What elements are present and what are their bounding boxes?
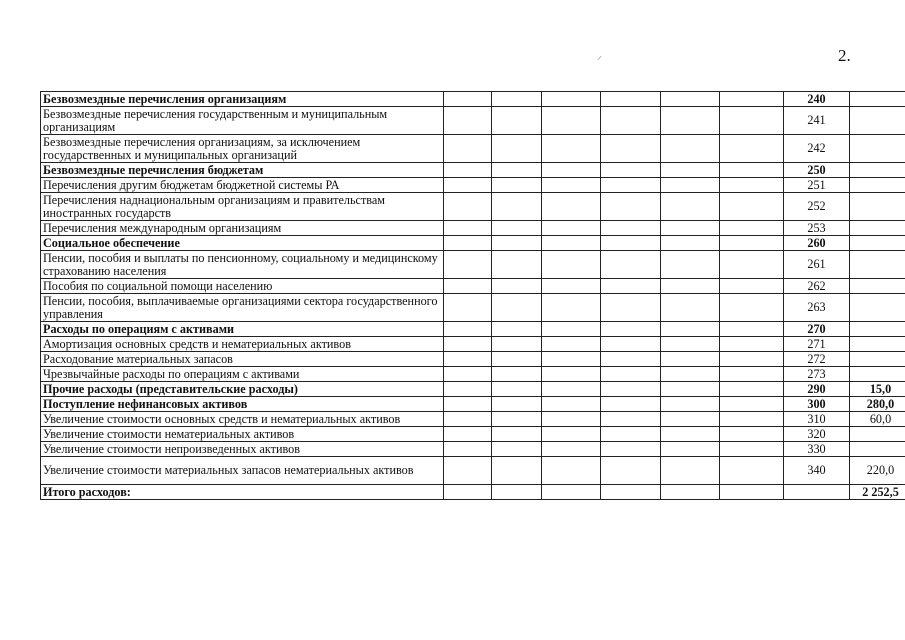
empty-cell	[720, 193, 784, 221]
empty-cell	[601, 427, 661, 442]
row-code-cell: 290	[784, 382, 850, 397]
empty-cell	[661, 337, 720, 352]
empty-cell	[542, 485, 601, 500]
table-row	[41, 279, 905, 294]
table-row	[41, 163, 905, 178]
empty-cell	[542, 279, 601, 294]
empty-cell	[444, 322, 492, 337]
empty-cell	[492, 294, 542, 322]
row-code-cell: 251	[784, 178, 850, 193]
empty-cell	[444, 163, 492, 178]
empty-cell	[601, 412, 661, 427]
table-row	[41, 135, 905, 163]
empty-cell	[661, 221, 720, 236]
row-code-cell: 310	[784, 412, 850, 427]
empty-cell	[444, 107, 492, 135]
row-name-cell: Безвозмездные перечисления государственным и муниципальным организациям	[41, 107, 444, 135]
row-code-cell	[784, 485, 850, 500]
empty-cell	[720, 457, 784, 485]
empty-cell	[601, 337, 661, 352]
empty-cell	[661, 397, 720, 412]
row-amount-cell	[850, 251, 905, 279]
empty-cell	[542, 442, 601, 457]
page-number: 2.	[838, 46, 851, 65]
empty-cell	[492, 427, 542, 442]
empty-cell	[661, 442, 720, 457]
empty-cell	[661, 92, 720, 107]
empty-cell	[542, 412, 601, 427]
empty-cell	[492, 442, 542, 457]
empty-cell	[720, 367, 784, 382]
empty-cell	[720, 279, 784, 294]
empty-cell	[601, 178, 661, 193]
empty-cell	[444, 236, 492, 251]
empty-cell	[601, 382, 661, 397]
table-row	[41, 412, 905, 427]
row-code-cell: 252	[784, 193, 850, 221]
row-code-cell: 320	[784, 427, 850, 442]
empty-cell	[492, 135, 542, 163]
empty-cell	[542, 382, 601, 397]
empty-cell	[542, 427, 601, 442]
empty-cell	[661, 178, 720, 193]
empty-cell	[601, 135, 661, 163]
table-row	[41, 178, 905, 193]
row-amount-cell	[850, 193, 905, 221]
empty-cell	[444, 337, 492, 352]
empty-cell	[542, 236, 601, 251]
empty-cell	[444, 397, 492, 412]
empty-cell	[720, 397, 784, 412]
empty-cell	[720, 485, 784, 500]
empty-cell	[720, 221, 784, 236]
row-amount-cell	[850, 322, 905, 337]
table-row	[41, 337, 905, 352]
empty-cell	[492, 163, 542, 178]
empty-cell	[720, 251, 784, 279]
row-code-cell: 240	[784, 92, 850, 107]
row-name-cell: Расходование материальных запасов	[41, 352, 444, 367]
table-row	[41, 322, 905, 337]
empty-cell	[601, 251, 661, 279]
empty-cell	[444, 442, 492, 457]
empty-cell	[601, 442, 661, 457]
empty-cell	[444, 367, 492, 382]
empty-cell	[444, 412, 492, 427]
empty-cell	[492, 397, 542, 412]
empty-cell	[492, 457, 542, 485]
empty-cell	[542, 294, 601, 322]
empty-cell	[542, 178, 601, 193]
empty-cell	[444, 178, 492, 193]
empty-cell	[720, 92, 784, 107]
table-row	[41, 427, 905, 442]
empty-cell	[542, 107, 601, 135]
empty-cell	[720, 337, 784, 352]
row-code-cell: 260	[784, 236, 850, 251]
row-amount-cell	[850, 352, 905, 367]
empty-cell	[601, 294, 661, 322]
empty-cell	[444, 485, 492, 500]
row-name-cell: Увеличение стоимости нематериальных активов	[41, 427, 444, 442]
empty-cell	[542, 367, 601, 382]
empty-cell	[542, 135, 601, 163]
empty-cell	[444, 221, 492, 236]
row-amount-cell: 15,0	[850, 382, 905, 397]
row-amount-cell	[850, 294, 905, 322]
empty-cell	[720, 442, 784, 457]
row-code-cell: 340	[784, 457, 850, 485]
row-amount-cell	[850, 337, 905, 352]
empty-cell	[542, 397, 601, 412]
row-code-cell: 241	[784, 107, 850, 135]
row-code-cell: 271	[784, 337, 850, 352]
row-amount-cell	[850, 135, 905, 163]
empty-cell	[661, 457, 720, 485]
empty-cell	[492, 412, 542, 427]
empty-cell	[444, 251, 492, 279]
row-amount-cell	[850, 442, 905, 457]
empty-cell	[492, 236, 542, 251]
empty-cell	[444, 382, 492, 397]
row-code-cell: 272	[784, 352, 850, 367]
empty-cell	[720, 382, 784, 397]
empty-cell	[542, 92, 601, 107]
row-code-cell: 273	[784, 367, 850, 382]
empty-cell	[720, 294, 784, 322]
empty-cell	[444, 352, 492, 367]
row-amount-cell	[850, 427, 905, 442]
row-name-cell: Безвозмездные перечисления бюджетам	[41, 163, 444, 178]
row-name-cell: Увеличение стоимости основных средств и нематериальных активов	[41, 412, 444, 427]
empty-cell	[661, 382, 720, 397]
row-code-cell: 300	[784, 397, 850, 412]
row-name-cell: Пособия по социальной помощи населению	[41, 279, 444, 294]
empty-cell	[601, 163, 661, 178]
empty-cell	[542, 193, 601, 221]
table-row	[41, 442, 905, 457]
empty-cell	[492, 322, 542, 337]
empty-cell	[720, 178, 784, 193]
empty-cell	[492, 382, 542, 397]
row-name-cell: Пенсии, пособия и выплаты по пенсионному, социальному и медицинскому страхованию населения	[41, 251, 444, 279]
row-name-cell: Итого расходов:	[41, 485, 444, 500]
empty-cell	[601, 322, 661, 337]
empty-cell	[492, 107, 542, 135]
empty-cell	[661, 107, 720, 135]
row-name-cell: Прочие расходы (представительские расходы)	[41, 382, 444, 397]
empty-cell	[542, 457, 601, 485]
row-code-cell: 330	[784, 442, 850, 457]
row-code-cell: 250	[784, 163, 850, 178]
empty-cell	[492, 178, 542, 193]
empty-cell	[601, 397, 661, 412]
row-name-cell: Пенсии, пособия, выплачиваемые организациями сектора государственного управления	[41, 294, 444, 322]
row-name-cell: Расходы по операциям с активами	[41, 322, 444, 337]
empty-cell	[492, 221, 542, 236]
empty-cell	[542, 322, 601, 337]
empty-cell	[601, 485, 661, 500]
empty-cell	[661, 236, 720, 251]
row-name-cell: Увеличение стоимости непроизведенных активов	[41, 442, 444, 457]
table-row	[41, 221, 905, 236]
empty-cell	[444, 193, 492, 221]
row-name-cell: Перечисления международным организациям	[41, 221, 444, 236]
row-amount-cell	[850, 92, 905, 107]
expenses-table	[40, 91, 905, 500]
empty-cell	[720, 163, 784, 178]
table-body	[41, 92, 905, 500]
empty-cell	[492, 367, 542, 382]
row-name-cell: Поступление нефинансовых активов	[41, 397, 444, 412]
table-row	[41, 193, 905, 221]
empty-cell	[492, 92, 542, 107]
empty-cell	[661, 163, 720, 178]
table-row	[41, 367, 905, 382]
row-code-cell: 253	[784, 221, 850, 236]
row-amount-cell	[850, 236, 905, 251]
row-amount-cell: 60,0	[850, 412, 905, 427]
row-amount-cell: 280,0	[850, 397, 905, 412]
empty-cell	[720, 427, 784, 442]
empty-cell	[601, 107, 661, 135]
table-row	[41, 251, 905, 279]
empty-cell	[720, 135, 784, 163]
row-code-cell: 261	[784, 251, 850, 279]
empty-cell	[492, 279, 542, 294]
empty-cell	[720, 352, 784, 367]
empty-cell	[661, 135, 720, 163]
row-amount-cell	[850, 163, 905, 178]
row-code-cell: 270	[784, 322, 850, 337]
empty-cell	[601, 367, 661, 382]
empty-cell	[661, 279, 720, 294]
empty-cell	[661, 251, 720, 279]
empty-cell	[492, 352, 542, 367]
row-amount-cell	[850, 279, 905, 294]
empty-cell	[444, 92, 492, 107]
table-row	[41, 92, 905, 107]
row-name-cell: Перечисления наднациональным организациям и правительствам иностранных государств	[41, 193, 444, 221]
table-row	[41, 485, 905, 500]
row-amount-cell	[850, 221, 905, 236]
empty-cell	[444, 457, 492, 485]
empty-cell	[601, 236, 661, 251]
table-row	[41, 397, 905, 412]
row-name-cell: Безвозмездные перечисления организациям, за исключением государственных и муниципальных организаций	[41, 135, 444, 163]
empty-cell	[444, 427, 492, 442]
empty-cell	[492, 485, 542, 500]
empty-cell	[601, 193, 661, 221]
empty-cell	[661, 367, 720, 382]
table-row	[41, 457, 905, 485]
empty-cell	[601, 457, 661, 485]
empty-cell	[444, 294, 492, 322]
empty-cell	[492, 337, 542, 352]
row-amount-cell: 2 252,5	[850, 485, 905, 500]
empty-cell	[720, 107, 784, 135]
empty-cell	[542, 251, 601, 279]
row-amount-cell	[850, 178, 905, 193]
empty-cell	[661, 412, 720, 427]
row-name-cell: Социальное обеспечение	[41, 236, 444, 251]
empty-cell	[720, 236, 784, 251]
empty-cell	[444, 135, 492, 163]
empty-cell	[601, 221, 661, 236]
empty-cell	[661, 193, 720, 221]
row-code-cell: 263	[784, 294, 850, 322]
row-code-cell: 242	[784, 135, 850, 163]
empty-cell	[661, 427, 720, 442]
row-amount-cell	[850, 107, 905, 135]
empty-cell	[720, 412, 784, 427]
row-amount-cell	[850, 367, 905, 382]
row-amount-cell: 220,0	[850, 457, 905, 485]
empty-cell	[601, 352, 661, 367]
empty-cell	[542, 352, 601, 367]
empty-cell	[720, 322, 784, 337]
empty-cell	[661, 294, 720, 322]
empty-cell	[492, 251, 542, 279]
stray-pen-mark: ⸝	[597, 51, 602, 62]
empty-cell	[542, 163, 601, 178]
row-name-cell: Увеличение стоимости материальных запасов нематериальных активов	[41, 457, 444, 485]
empty-cell	[661, 485, 720, 500]
empty-cell	[601, 92, 661, 107]
table-row	[41, 352, 905, 367]
row-name-cell: Чрезвычайные расходы по операциям с активами	[41, 367, 444, 382]
table-row	[41, 236, 905, 251]
empty-cell	[542, 337, 601, 352]
table-row	[41, 294, 905, 322]
empty-cell	[542, 221, 601, 236]
table-row	[41, 107, 905, 135]
row-name-cell: Безвозмездные перечисления организациям	[41, 92, 444, 107]
empty-cell	[601, 279, 661, 294]
row-name-cell: Амортизация основных средств и нематериальных активов	[41, 337, 444, 352]
empty-cell	[444, 279, 492, 294]
empty-cell	[492, 193, 542, 221]
empty-cell	[661, 322, 720, 337]
empty-cell	[661, 352, 720, 367]
table-row	[41, 382, 905, 397]
row-code-cell: 262	[784, 279, 850, 294]
row-name-cell: Перечисления другим бюджетам бюджетной системы РА	[41, 178, 444, 193]
